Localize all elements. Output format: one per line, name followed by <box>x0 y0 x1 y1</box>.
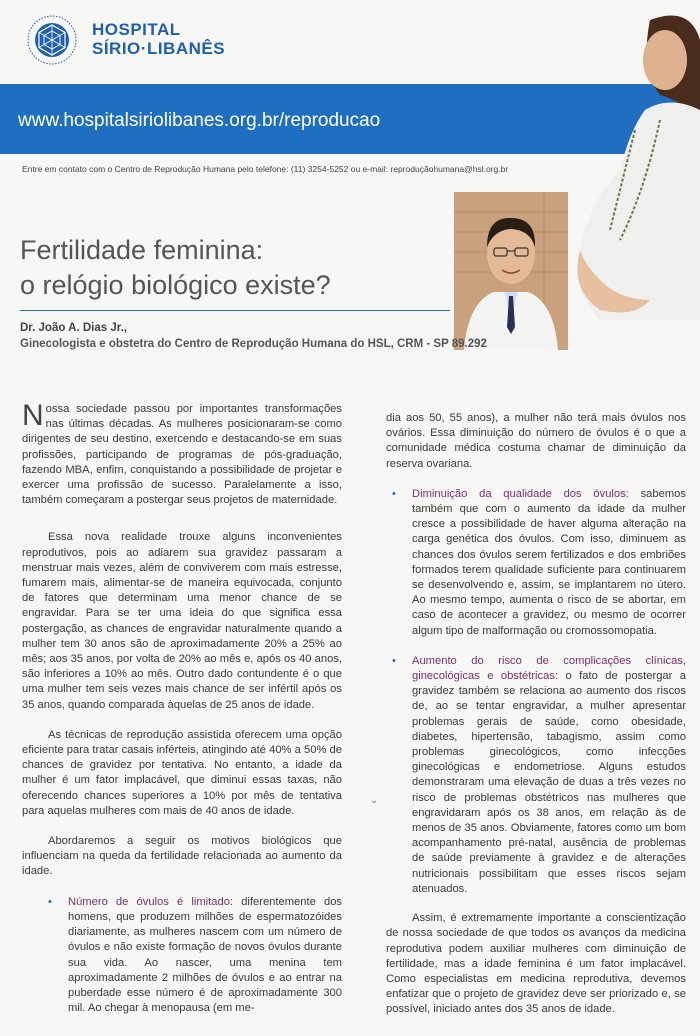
bullet-ovule-count-heading: Número de óvulos é limitado: <box>68 895 234 908</box>
chevron-down-icon: ⌄ <box>370 795 379 806</box>
bullet-clinical-risk-text: o fato de postergar a gravidez também se relaciona ao aumento dos riscos de, ao se tentar engravidar, a mulher apresentar problemas gerais de saúde, como obesidade, diabetes, hipertensão, tabagismo, assim como problemas ginecológicos, como infecções ginecológicas e endometriose. Alguns estudos demonstraram uma elevação de duas a três vezes no risco de problemas obstétricos nas mulheres que engravidaram após os 38 anos, em relação às de menos de 35 anos. Obviamente, fatores como um bom acompanhamento pré-natal, ausência de problemas de saúde previamente à gravidez e de alterações nutricionais possibilitam que esses riscos sejam atenuados. <box>412 670 687 895</box>
article-column-1 <box>22 399 343 1016</box>
article-column-2 <box>386 411 686 1018</box>
paragraph-intro-text: ossa sociedade passou por importantes transformações nas últimas décadas. As mulheres posicionaram-se como dirigentes de seu destino, exercendo e destacando-se em suas profissões, participando de programas de pós-graduação, fazendo MBA, enfim, conquistando a possibilidade de projetar e exercer uma profissão de sucesso. Paralelamente a isso, também começaram a postergar seus projetos de maternidade. <box>22 403 342 507</box>
author-photo <box>454 192 568 350</box>
hospital-logo <box>26 14 78 66</box>
bullet-dot: • <box>48 895 52 908</box>
paragraph-conclusion: Assim, é extremamente importante a conscientização de nossa sociedade de que todos os avanços da medicina reprodutiva podem auxiliar mulheres com diminuição de fertilidade, mas a idade feminina é um fator implacável. Como especialistas em medicina reprodutiva, devemos enfatizar que o projeto de gravidez deve ser priorizado e, se possível, iniciado antes dos 35 anos de idade. <box>386 912 686 1016</box>
bullet-clinical-risk <box>392 654 686 897</box>
paragraph-continuation: dia aos 50, 55 anos), a mulher não terá mais óvulos nos ovários. Essa diminuição do número de óvulos é o que a comunidade médica costuma chamar de diminuição da reserva ovariana. <box>386 412 686 470</box>
website-link[interactable]: www.hospitalsiriolibanes.org.br/reproducao <box>18 110 381 131</box>
paragraph-3: As técnicas de reprodução assistida oferecem uma opção eficiente para tratar casais inférteis, atingindo até 40% a 50% de chances de gravidez por tentativa. No entanto, a idade da mulher é um fator implacável, que diminui essas taxas, não oferecendo chances superiores a 10% por mês de tentativa para aquelas mulheres com mais de 40 anos de idade. <box>22 728 342 817</box>
bullet-ovule-quality <box>392 487 686 639</box>
bullet-ovule-quality-text: sabemos também que com o aumento da idade da mulher cresce a possibilidade de haver alguma alteração na carga genética dos óvulos. Com isso, diminuem as chances dos óvulos serem fertilizados e dos embriões formados terem qualidade suficiente para continuarem se desenvolvendo e, assim, se implantarem no útero. Ao mesmo tempo, aumenta o risco de se abortar, em caso de acontecer a gravidez, ou mesmo de ocorrer algum tipo de malformação ou cromossomopatia. <box>412 487 686 637</box>
bullet-ovule-count <box>48 895 342 1017</box>
drop-cap: N <box>22 399 44 432</box>
author-name: Dr. João A. Dias Jr., <box>20 322 127 334</box>
title-divider <box>20 310 450 311</box>
brand-line-2: SÍRIO·LIBANÊS <box>92 39 226 58</box>
bullet-dot: • <box>392 654 396 667</box>
paragraph-intro <box>22 399 342 508</box>
bullet-ovule-quality-heading: Diminuição da qualidade dos óvulos: <box>412 487 629 500</box>
brand-line-1: HOSPITAL <box>92 20 181 39</box>
paragraph-4: Abordaremos a seguir os motivos biológicos que influenciam na queda da fertilidade relacionada ao aumento da idade. <box>22 835 342 878</box>
bullet-dot: • <box>392 487 396 500</box>
bullet-ovule-count-text: diferentemente dos homens, que produzem milhões de espermatozóides diariamente, as mulheres nascem com um número de óvulos e não existe formação de novos óvulos durante sua vida. Ao nascer, uma menina tem aproximadamente 2 milhões de óvulos e ao entrar na puberdade esse número é de aproximadamente 300 mil. Ao chegar à menopausa (em me- <box>68 895 343 1015</box>
contact-line: Entre em contato com o Centro de Reprodução Humana pelo telefone: (11) 3254-5252 ou e-mail: reproduçãohumana@hsl.org.br <box>22 164 509 174</box>
bullet-clinical-risk-heading: Aumento do risco de complicações clínicas, ginecológicas e obstétricas: <box>412 654 686 683</box>
paragraph-2: Essa nova realidade trouxe alguns inconvenientes reprodutivos, pois ao adiarem sua gravidez passaram a menstruar mais vezes, além de conviverem com mais estresse, fumarem mais, alimentar-se de maneira equivocada, conjunto de fatores que determinam uma menor chance de se engravidar. Para se ter uma ideia do que significa essa postergação, as chances de engravidar naturalmente quando a mulher tem 30 anos são de aproximadamente 20% a 25% ao mês; aos 35 anos, por volta de 20% ao mês e, após os 40 anos, são inferiores a 10% ao mês. Outro dado contundente é o que uma mulher tem seis vezes mais chance de ser infértil após os 35 anos, quando comparada àquelas de 25 anos de idade. <box>22 531 342 711</box>
article-title-line-1: Fertilidade feminina: <box>20 235 264 265</box>
author-role: Ginecologista e obstetra do Centro de Reprodução Humana do HSL, CRM - SP 89.292 <box>20 338 487 350</box>
article-title-line-2: o relógio biológico existe? <box>20 270 331 300</box>
